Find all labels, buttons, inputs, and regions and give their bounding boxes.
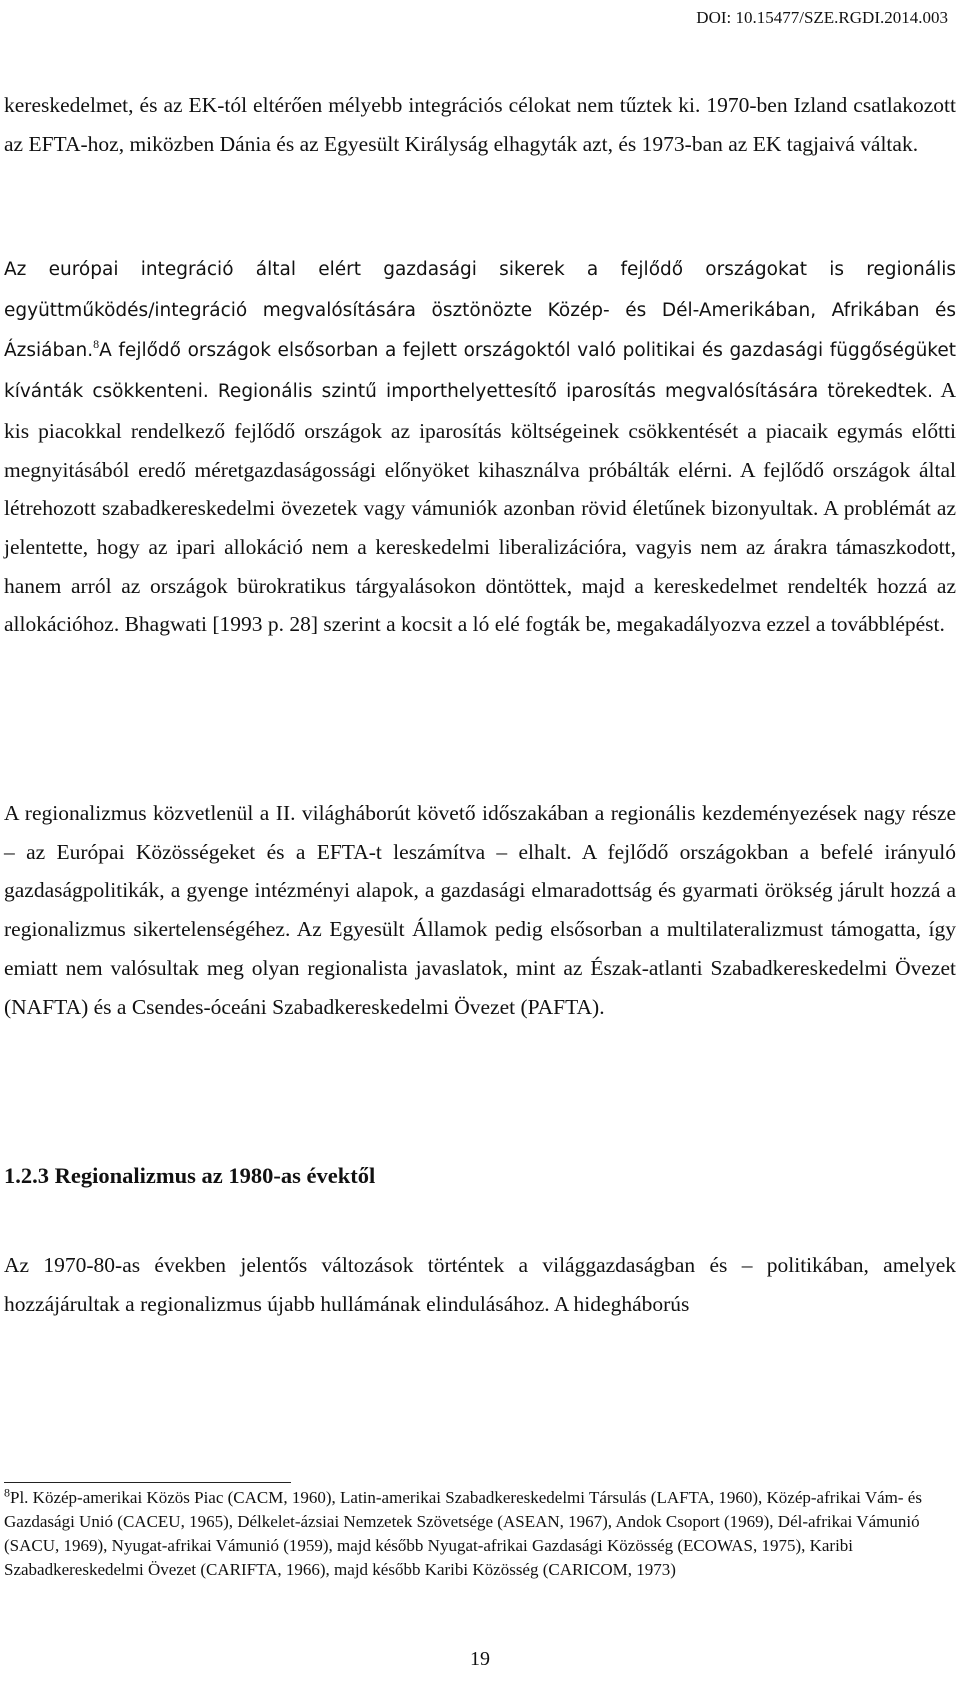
footnote <box>4 1486 956 1582</box>
footnote-divider <box>4 1482 291 1483</box>
section-heading: 1.2.3 Regionalizmus az 1980-as évektől <box>4 1163 376 1188</box>
paragraph-4: Az 1970-80-as években jelentős változások történtek a világgazdaságban és – politikában, amelyek hozzájárultak a regionalizmus újabb hullámának elindulásához. A hidegháborús <box>4 1253 956 1316</box>
page-number: 19 <box>470 1648 490 1670</box>
paragraph-2-part-a: Az európai integráció által elért gazdasági sikerek a fejlődő országokat is regionális együttműködés/integráció megvalósítására ösztönözte Közép- és Dél-Amerikában, Afrikában és Ázsiában. <box>4 259 956 362</box>
paragraph-2-part-b: A fejlődő országok elsősorban a fejlett országoktól való politikai és gazdasági függőségüket kívánták csökkenteni. Regionális szintű importhelyettesítő iparosítás megvalósítására törekedtek. <box>4 340 956 403</box>
footnote-marker: 8 <box>4 1485 10 1500</box>
footnote-text: Pl. Közép-amerikai Közös Piac (CACM, 1960), Latin-amerikai Szabadkereskedelmi Társulás (LAFTA, 1960), Közép-afrikai Vám- és Gazdasági Unió (CACEU, 1965), Délkelet-ázsiai Nemzetek Szövetsége (ASEAN, 1967), Andok Csoport (1969), Dél-afrikai Vámunió (SACU, 1969), Nyugat-afrikai Vámunió (1959), majd később Nyugat-afrikai Gazdasági Közösség (ECOWAS, 1975), Karibi Szabadkereskedelmi Övezet (CARIFTA, 1966), majd később Karibi Közösség (CARICOM, 1973) <box>4 1488 922 1579</box>
paragraph-1: kereskedelmet, és az EK-tól eltérően mélyebb integrációs célokat nem tűztek ki. 1970-ben Izland csatlakozott az EFTA-hoz, miközben Dánia és az Egyesült Királyság elhagyták azt, és 1973-ban az EK tagjaivá váltak. <box>4 93 956 156</box>
paragraph-2-part-c: A kis piacokkal rendelkező fejlődő országok az iparosítás költségeinek csökkentését a piacaik egymás előtti megnyitásából eredő méretgazdaságossági előnyöket kihasználva próbálták elérni. A fejlődő országok által létrehozott szabadkereskedelmi övezetek vagy vámuniók azonban rövid életűnek bizonyultak. A problémát az jelentette, hogy az ipari allokáció nem a kereskedelmi liberalizációra, vagyis nem az árakra támaszkodott, hanem arról az országok bürokratikus tárgyalásokon döntöttek, majd a kereskedelmet rendelték hozzá az allokációhoz. Bhagwati [1993 p. 28] szerint a kocsit a ló elé fogták be, megakadályozva ezzel a továbblépést. <box>4 378 956 637</box>
footnote-reference: 8 <box>93 337 100 352</box>
doi-header: DOI: 10.15477/SZE.RGDI.2014.003 <box>696 8 948 27</box>
paragraph-2 <box>4 249 956 644</box>
paragraph-3: A regionalizmus közvetlenül a II. világháborút követő időszakában a regionális kezdeményezések nagy része – az Európai Közösségeket és a EFTA-t leszámítva – elhalt. A fejlődő országokban a befelé irányuló gazdaságpolitikák, a gyenge intézményi alapok, a gazdasági elmaradottság és gyarmati örökség járult hozzá a regionalizmus sikertelenségéhez. Az Egyesült Államok pedig elsősorban a multilateralizmust támogatta, így emiatt nem valósultak meg olyan regionalista javaslatok, mint az Észak-atlanti Szabadkereskedelmi Övezet (NAFTA) és a Csendes-óceáni Szabadkereskedelmi Övezet (PAFTA). <box>4 801 956 1019</box>
